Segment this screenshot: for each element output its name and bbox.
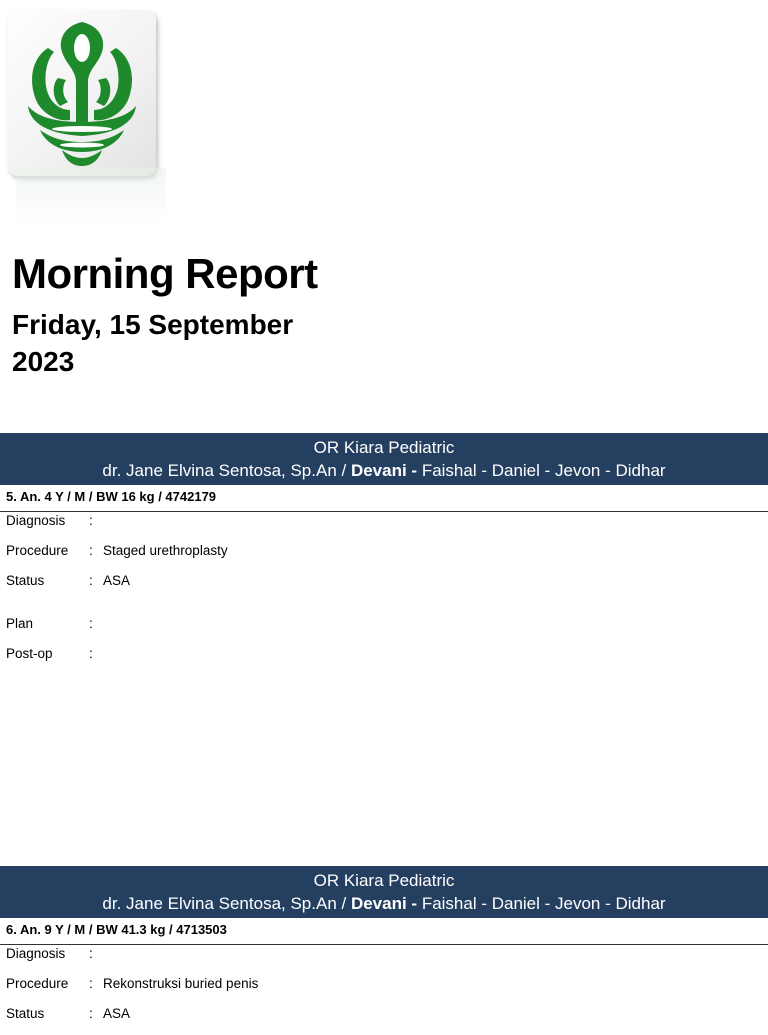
university-emblem-icon <box>18 18 146 168</box>
field-procedure <box>0 975 768 1005</box>
field-colon: : <box>89 573 93 588</box>
field-colon: : <box>89 646 93 661</box>
report-date-line-2: 2023 <box>12 346 75 377</box>
field-colon: : <box>89 616 93 631</box>
field-status <box>0 572 768 602</box>
case-fields <box>0 945 768 1035</box>
field-diagnosis <box>0 945 768 975</box>
field-label: Diagnosis <box>6 513 66 528</box>
team-members: Faishal - Daniel - Jevon - Didhar <box>421 461 666 480</box>
field-colon: : <box>89 946 93 961</box>
field-label: Procedure <box>6 543 69 558</box>
field-label: Status <box>6 1006 45 1021</box>
field-colon: : <box>89 1006 93 1021</box>
field-label: Procedure <box>6 976 69 991</box>
logo-card <box>8 10 156 176</box>
report-date-line-1: Friday, 15 September <box>12 309 294 340</box>
logo <box>8 10 158 180</box>
report-date <box>12 306 312 380</box>
field-plan <box>0 615 768 645</box>
field-colon: : <box>89 976 93 991</box>
page-title: Morning Report <box>12 250 318 297</box>
field-label: Post-op <box>6 646 53 661</box>
field-status <box>0 1005 768 1035</box>
field-diagnosis <box>0 512 768 542</box>
field-value: Staged urethroplasty <box>103 543 228 558</box>
case-header <box>0 433 768 485</box>
team-line <box>0 459 768 482</box>
patient-summary: 6. An. 9 Y / M / BW 41.3 kg / 4713503 <box>0 918 768 945</box>
patient-summary: 5. An. 4 Y / M / BW 16 kg / 4742179 <box>0 485 768 512</box>
logo-reflection <box>16 168 166 226</box>
lead-resident: Devani - <box>350 894 422 913</box>
operating-room: OR Kiara Pediatric <box>313 438 455 457</box>
lead-resident: Devani - <box>350 461 422 480</box>
field-value: Rekonstruksi buried penis <box>103 976 259 991</box>
team-line <box>0 892 768 915</box>
field-label: Plan <box>6 616 34 631</box>
field-label: Diagnosis <box>6 946 66 961</box>
case-card <box>0 866 768 1035</box>
field-colon: : <box>89 543 93 558</box>
anesthesiologist: dr. Jane Elvina Sentosa, Sp.An / <box>102 894 351 913</box>
field-label: Status <box>6 573 45 588</box>
anesthesiologist: dr. Jane Elvina Sentosa, Sp.An / <box>102 461 351 480</box>
operating-room: OR Kiara Pediatric <box>313 871 455 890</box>
case-card <box>0 433 768 675</box>
field-value: ASA <box>103 573 131 588</box>
field-value: ASA <box>103 1006 131 1021</box>
field-post-op <box>0 645 768 675</box>
field-colon: : <box>89 513 93 528</box>
case-header <box>0 866 768 918</box>
team-members: Faishal - Daniel - Jevon - Didhar <box>421 894 666 913</box>
field-procedure <box>0 542 768 572</box>
case-fields <box>0 512 768 675</box>
